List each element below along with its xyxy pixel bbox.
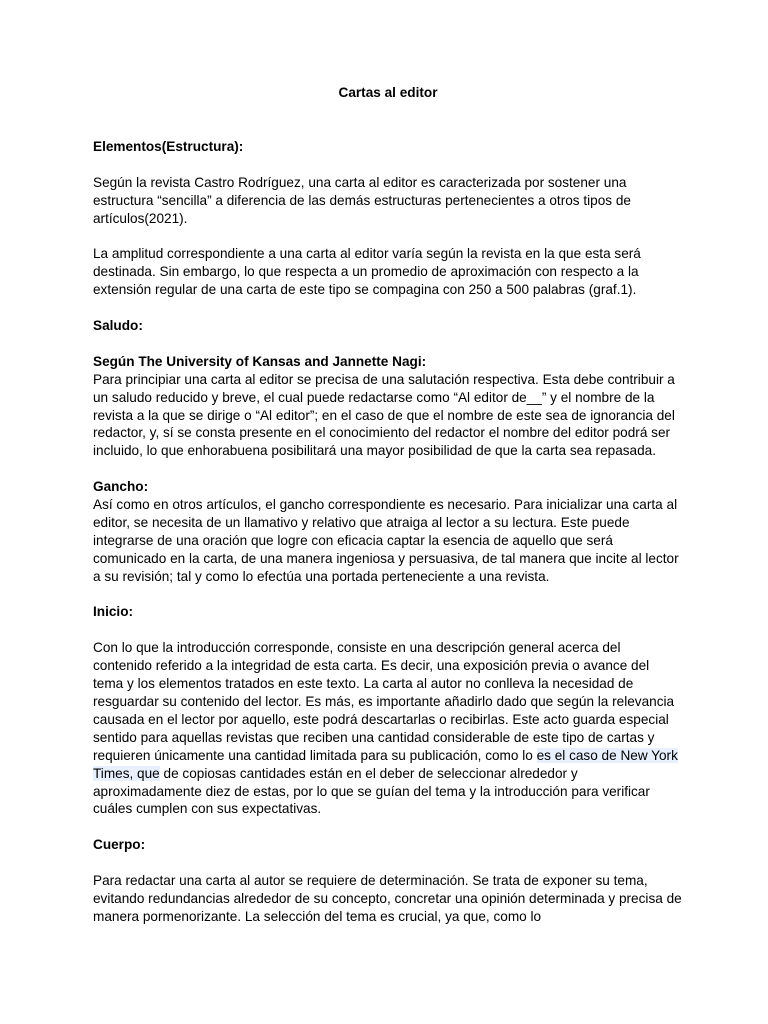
document-title: Cartas al editor (338, 85, 438, 100)
paragraph-inicio-text-start: Con lo que la introducción corresponde, consiste en una descripción general acerca del contenido referido a la integridad de esta carta. Es decir, una exposición previa o avance del tema y los elementos tratados en este texto. La carta al autor no conlleva la necesidad de resguardar su contenido del lector. Es más, es importante añadirlo dado que según la relevancia causada en el lector por aquello, este podrá descartarlas o recibirlas. Este acto guarda especial sentido para aquellas revistas que reciben una cantidad considerable de este tipo de cartas y requieren únicamente una cantidad limitada para su publicación, como lo (93, 640, 675, 763)
heading-gancho: Gancho: (93, 479, 149, 495)
paragraph-saludo: Para principiar una carta al editor se precisa de una salutación respectiva. Esta debe contribuir a un saludo reducido y breve, el cual puede redactarse como “Al editor de__” y el nombre de la revista a la que se dirige o “Al editor”; en el caso de que el nombre de este sea de ignorancia del redactor, y, sí se consta presente en el conocimiento del redactor el nombre del editor podrá ser incluido, lo que enhorabuena posibilitará una mayor posibilidad de que la carta sea repasada. (93, 371, 675, 459)
paragraph-inicio-text-end: de copiosas cantidades están en el deber de seleccionar alrededor y aproximadamente diez de estas, por lo que se guían del tema y la introducción para verificar cuáles cumplen con sus expectativas. (93, 765, 650, 817)
spacer (93, 335, 683, 353)
paragraph-inicio (93, 639, 683, 818)
document-page (93, 84, 683, 926)
text-highlight[interactable]: es el caso de New York Times, que (93, 747, 678, 781)
subheading-saludo-source: Según The University of Kansas and Jannette Nagi: (93, 353, 427, 369)
paragraph-elementos-1: Según la revista Castro Rodríguez, una carta al editor es caracterizada por sostener una estructura “sencilla” a diferencia de las demás estructuras pertenecientes a otros tipos de artículos(2021). (93, 174, 631, 226)
heading-cuerpo: Cuerpo: (93, 837, 146, 853)
spacer (93, 621, 683, 639)
spacer (93, 460, 683, 478)
heading-elementos: Elementos(Estructura): (93, 139, 244, 154)
spacer (93, 818, 683, 836)
heading-inicio: Inicio: (93, 604, 134, 620)
spacer (93, 228, 683, 246)
paragraph-elementos-2: La amplitud correspondiente a una carta al editor varía según la revista en la que esta será destinada. Sin embargo, lo que respecta a un promedio de aproximación con respecto a la extensión regular de una carta de este tipo se compagina con 250 a 500 palabras (graf.1). (93, 246, 641, 298)
heading-saludo: Saludo: (93, 318, 143, 334)
spacer (93, 299, 683, 317)
spacer (93, 586, 683, 604)
spacer (93, 854, 683, 872)
paragraph-cuerpo: Para redactar una carta al autor se requiere de determinación. Se trata de exponer su tema, evitando redundancias alrededor de su concepto, concretar una opinión determinada y precisa de manera pormenorizante. La selección del tema es crucial, ya que, como lo (93, 873, 682, 924)
spacer (93, 156, 683, 174)
paragraph-gancho: Así como en otros artículos, el gancho correspondiente es necesario. Para inicializar una carta al editor, se necesita de un llamativo y relativo que atraiga al lector a su lectura. Este puede integrarse de una oración que logre con eficacia captar la esencia de aquello que será comunicado en la carta, de una manera ingeniosa y persuasiva, de tal manera que incite al lector a su revisión; tal y como lo efectúa una portada perteneciente a una revista. (93, 497, 679, 584)
